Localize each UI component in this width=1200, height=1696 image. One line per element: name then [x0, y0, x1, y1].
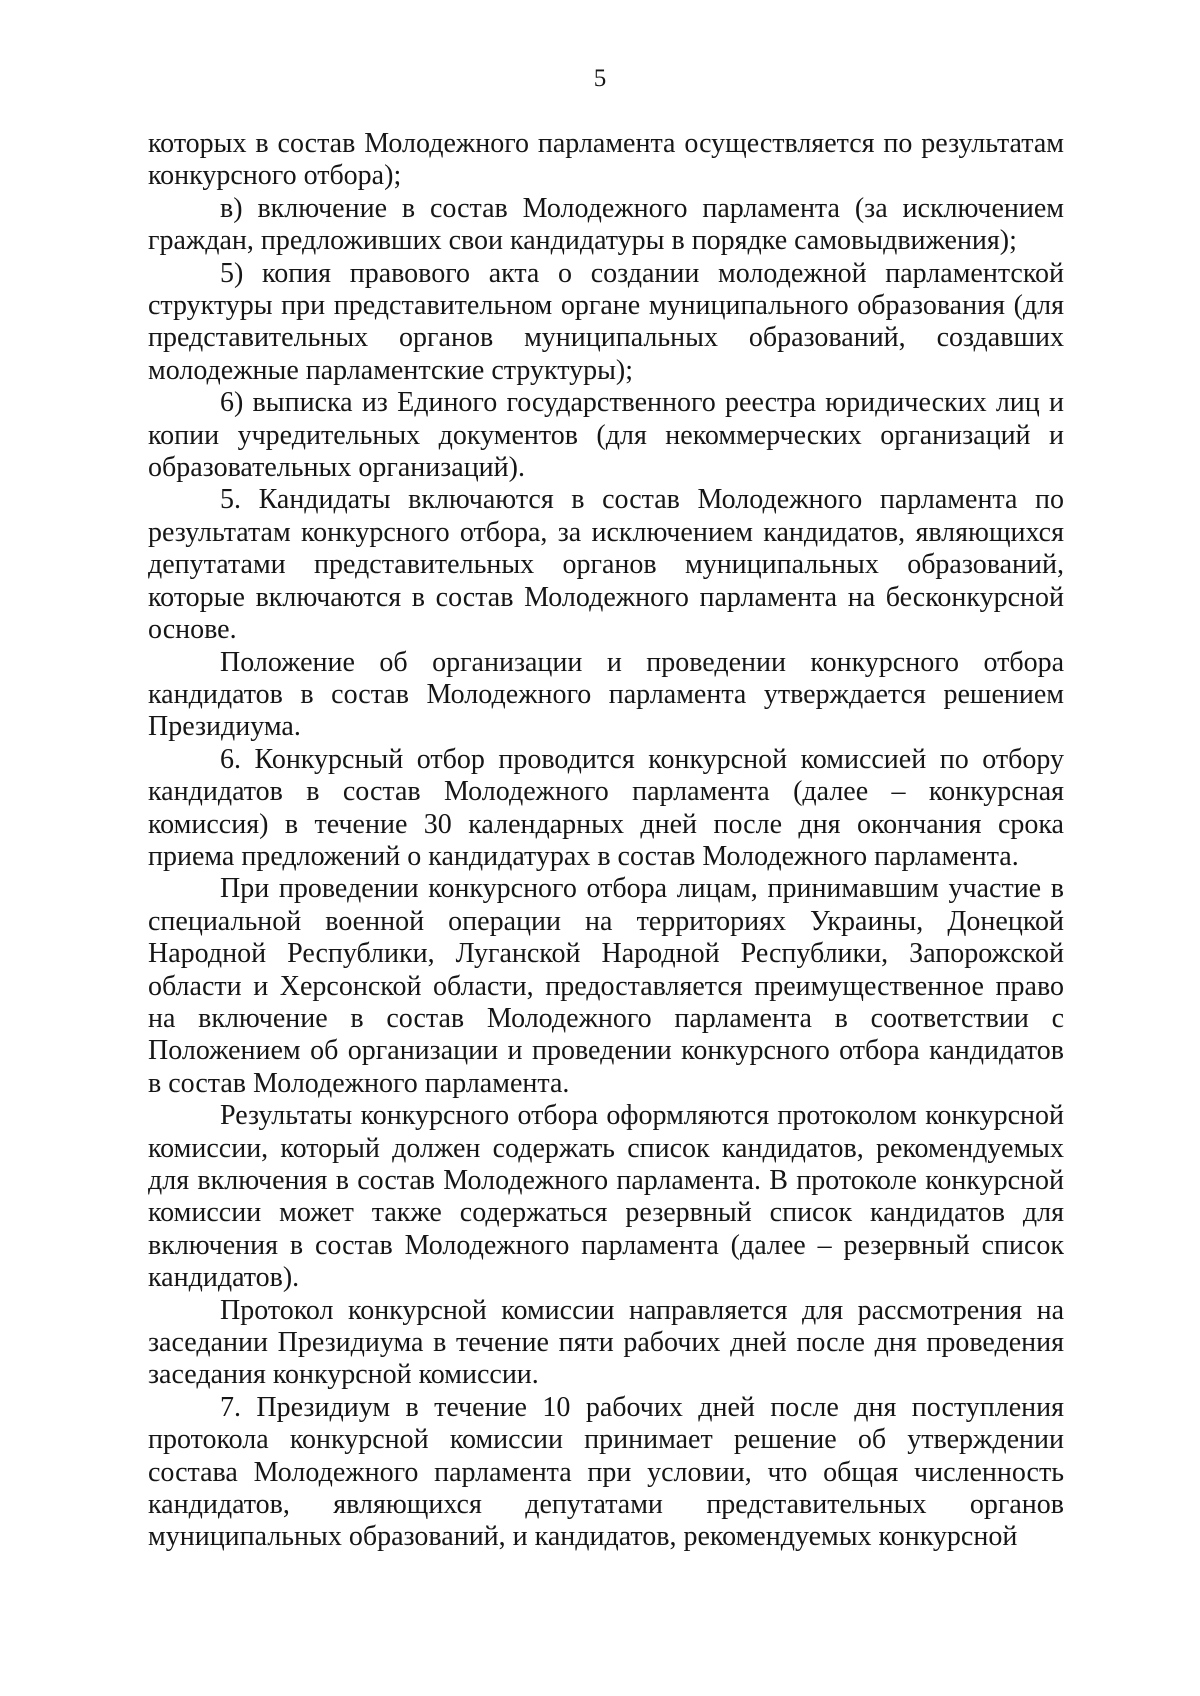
paragraph-4: 6) выписка из Единого государственного реестра юридических лиц и копии учредительных документов (для некоммерческих организаций и образовательных организаций). [148, 387, 1064, 484]
page-number: 5 [593, 65, 607, 92]
paragraph-2: в) включение в состав Молодежного парламента (за исключением граждан, предложивших свои кандидатуры в порядке самовыдвижения); [148, 192, 1064, 257]
paragraph-9: Результаты конкурсного отбора оформляются протоколом конкурсной комиссии, который должен содержать список кандидатов, рекомендуемых для включения в состав Молодежного парламента. В протоколе конкурсной комиссии может также содержаться резервный список кандидатов для включения в состав Молодежного парламента (далее – резервный список кандидатов). [148, 1100, 1064, 1294]
paragraph-1: которых в состав Молодежного парламента осуществляется по результатам конкурсного отбора); [148, 128, 1064, 192]
paragraph-6: Положение об организации и проведении конкурсного отбора кандидатов в состав Молодежного парламента утверждается решением Президиума. [148, 646, 1064, 743]
paragraph-7: 6. Конкурсный отбор проводится конкурсной комиссией по отбору кандидатов в состав Молодежного парламента (далее – конкурсная комиссия) в течение 30 календарных дней после дня окончания срока приема предложений о кандидатурах в состав Молодежного парламента. [148, 743, 1064, 872]
paragraph-3: 5) копия правового акта о создании молодежной парламентской структуры при представительном органе муниципального образования (для представительных органов муниципальных образований, создавших молодежные парламентские структуры); [148, 257, 1064, 386]
paragraph-11: 7. Президиум в течение 10 рабочих дней после дня поступления протокола конкурсной комиссии принимает решение об утверждении состава Молодежного парламента при условии, что общая численность кандидатов, являющихся депутатами представительных органов муниципальных образований, и кандидатов, рекомендуемых конкурсной [148, 1391, 1064, 1553]
paragraph-10: Протокол конкурсной комиссии направляется для рассмотрения на заседании Президиума в течение пяти рабочих дней после дня проведения заседания конкурсной комиссии. [148, 1294, 1064, 1391]
document-body [148, 128, 1064, 1554]
paragraph-5: 5. Кандидаты включаются в состав Молодежного парламента по результатам конкурсного отбора, за исключением кандидатов, являющихся депутатами представительных органов муниципальных образований, которые включаются в состав Молодежного парламента на бесконкурсной основе. [148, 484, 1064, 646]
paragraph-8: При проведении конкурсного отбора лицам, принимавшим участие в специальной военной операции на территориях Украины, Донецкой Народной Республики, Луганской Народной Республики, Запорожской области и Херсонской области, предоставляется преимущественное право на включение в состав Молодежного парламента в соответствии с Положением об организации и проведении конкурсного отбора кандидатов в состав Молодежного парламента. [148, 873, 1064, 1099]
